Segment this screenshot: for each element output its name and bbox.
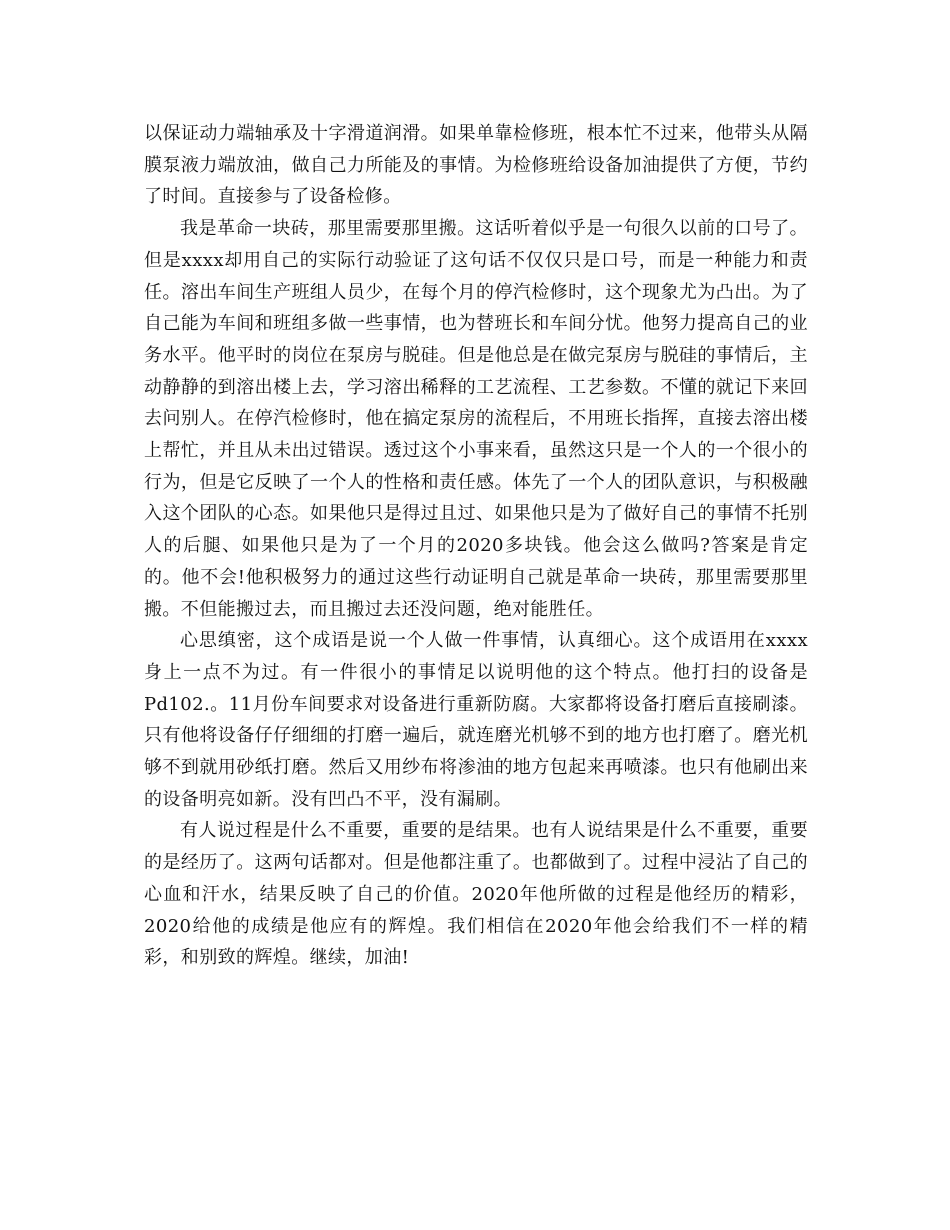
document-body bbox=[144, 118, 808, 974]
paragraph-1: 以保证动力端轴承及十字滑道润滑。如果单靠检修班，根本忙不过来，他带头从隔膜泵液力端放油，做自己力所能及的事情。为检修班给设备加油提供了方便，节约了时间。直接参与了设备检修。 bbox=[144, 123, 808, 208]
paragraph-2: 我是革命一块砖，那里需要那里搬。这话听着似乎是一句很久以前的口号了。但是xxxx却用自己的实际行动验证了这句话不仅仅只是口号，而是一种能力和责任。溶出车间生产班组人员少，在每个月的停汽检修时，这个现象尤为凸出。为了自己能为车间和班组多做一些事情，也为替班长和车间分忧。他努力提高自己的业务水平。他平时的岗位在泵房与脱硅。但是他总是在做完泵房与脱硅的事情后，主动静静的到溶出楼上去，学习溶出稀释的工艺流程、工艺参数。不懂的就记下来回去问别人。在停汽检修时，他在搞定泵房的流程后，不用班长指挥，直接去溶出楼上帮忙，并且从未出过错误。透过这个小事来看，虽然这只是一个人的一个很小的行为，但是它反映了一个人的性格和责任感。体先了一个人的团队意识，与积极融入这个团队的心态。如果他只是得过且过、如果他只是为了做好自己的事情不托别人的后腿、如果他只是为了一个月的2020多块钱。他会这么做吗?答案是肯定的。他不会!他积极努力的通过这些行动证明自己就是革命一块砖，那里需要那里搬。不但能搬过去，而且搬过去还没问题，绝对能胜任。 bbox=[144, 218, 808, 620]
paragraph-4: 有人说过程是什么不重要，重要的是结果。也有人说结果是什么不重要，重要的是经历了。这两句话都对。但是他都注重了。也都做到了。过程中浸沾了自己的心血和汗水，结果反映了自己的价值。2020年他所做的过程是他经历的精彩，2020给他的成绩是他应有的辉煌。我们相信在2020年他会给我们不一样的精彩，和别致的辉煌。继续，加油! bbox=[144, 820, 808, 969]
paragraph-3: 心思缜密，这个成语是说一个人做一件事情，认真细心。这个成语用在xxxx身上一点不为过。有一件很小的事情足以说明他的这个特点。他打扫的设备是Pd102.。11月份车间要求对设备进行重新防腐。大家都将设备打磨后直接刷漆。只有他将设备仔仔细细的打磨一遍后，就连磨光机够不到的地方也打磨了。磨光机够不到就用砂纸打磨。然后又用纱布将渗油的地方包起来再喷漆。也只有他刷出来的设备明亮如新。没有凹凸不平，没有漏刷。 bbox=[144, 630, 808, 810]
